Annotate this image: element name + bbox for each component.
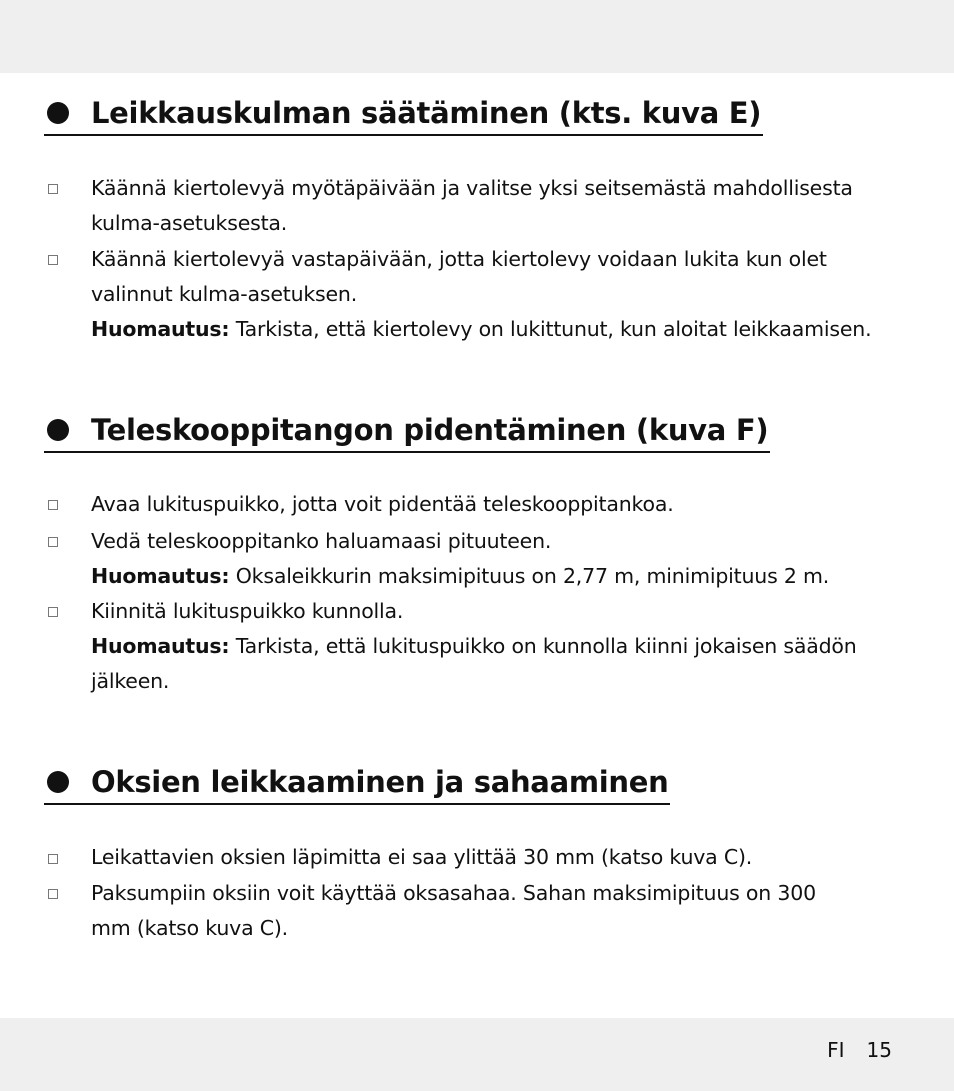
note-text: Oksaleikkurin maksimipituus on 2,77 m, minimipituus 2 m. <box>229 564 830 588</box>
list-item <box>91 524 921 594</box>
list-item <box>91 487 921 522</box>
note-label: Huomautus: <box>91 317 230 341</box>
list-item <box>91 242 891 347</box>
list-item <box>91 840 921 875</box>
note-text: Tarkista, että kiertolevy on lukittunut, kun aloitat leikkaamisen. <box>229 317 872 341</box>
note-label: Huomautus: <box>91 634 230 658</box>
checkbox-bullet-icon <box>48 889 58 899</box>
heading-text: Teleskooppitangon pidentäminen (kuva F) <box>91 413 769 447</box>
item-text: Käännä kiertolevyä vastapäivään, jotta kiertolevy voidaan lukita kun olet valinnut kulma-asetuksen. <box>91 247 827 306</box>
item-text: Kiinnitä lukituspuikko kunnolla. <box>91 599 404 623</box>
list-item <box>91 876 831 946</box>
bullet-dot-icon <box>47 771 69 793</box>
page-footer <box>827 1038 892 1062</box>
list-item <box>91 171 911 241</box>
checkbox-bullet-icon <box>48 255 58 265</box>
bullet-dot-icon <box>47 102 69 124</box>
item-text: Paksumpiin oksiin voit käyttää oksasahaa. Sahan maksimipituus on 300 mm (katso kuva C). <box>91 881 816 940</box>
checkbox-bullet-icon <box>48 607 58 617</box>
note-text: Tarkista, että lukituspuikko on kunnolla kiinni jokaisen säädön jälkeen. <box>91 634 857 693</box>
section-heading <box>44 96 763 136</box>
checkbox-bullet-icon <box>48 537 58 547</box>
bottom-margin-band <box>0 1018 954 1091</box>
checkbox-bullet-icon <box>48 500 58 510</box>
note-label: Huomautus: <box>91 564 230 588</box>
item-text: Leikattavien oksien läpimitta ei saa ylittää 30 mm (katso kuva C). <box>91 845 753 869</box>
checkbox-bullet-icon <box>48 854 58 864</box>
section-heading <box>44 765 670 805</box>
list-item <box>91 594 921 699</box>
item-text: Avaa lukituspuikko, jotta voit pidentää teleskooppitankoa. <box>91 492 674 516</box>
top-margin-band <box>0 0 954 73</box>
page-number: 15 <box>866 1038 892 1062</box>
item-text: Käännä kiertolevyä myötäpäivään ja valitse yksi seitsemästä mahdollisesta kulma-asetuksesta. <box>91 176 853 235</box>
bullet-dot-icon <box>47 419 69 441</box>
footer-language: FI <box>827 1038 845 1062</box>
item-text: Vedä teleskooppitanko haluamaasi pituuteen. <box>91 529 552 553</box>
heading-text: Leikkauskulman säätäminen (kts. kuva E) <box>91 96 762 130</box>
heading-text: Oksien leikkaaminen ja sahaaminen <box>91 765 669 799</box>
checkbox-bullet-icon <box>48 184 58 194</box>
section-heading <box>44 413 770 453</box>
